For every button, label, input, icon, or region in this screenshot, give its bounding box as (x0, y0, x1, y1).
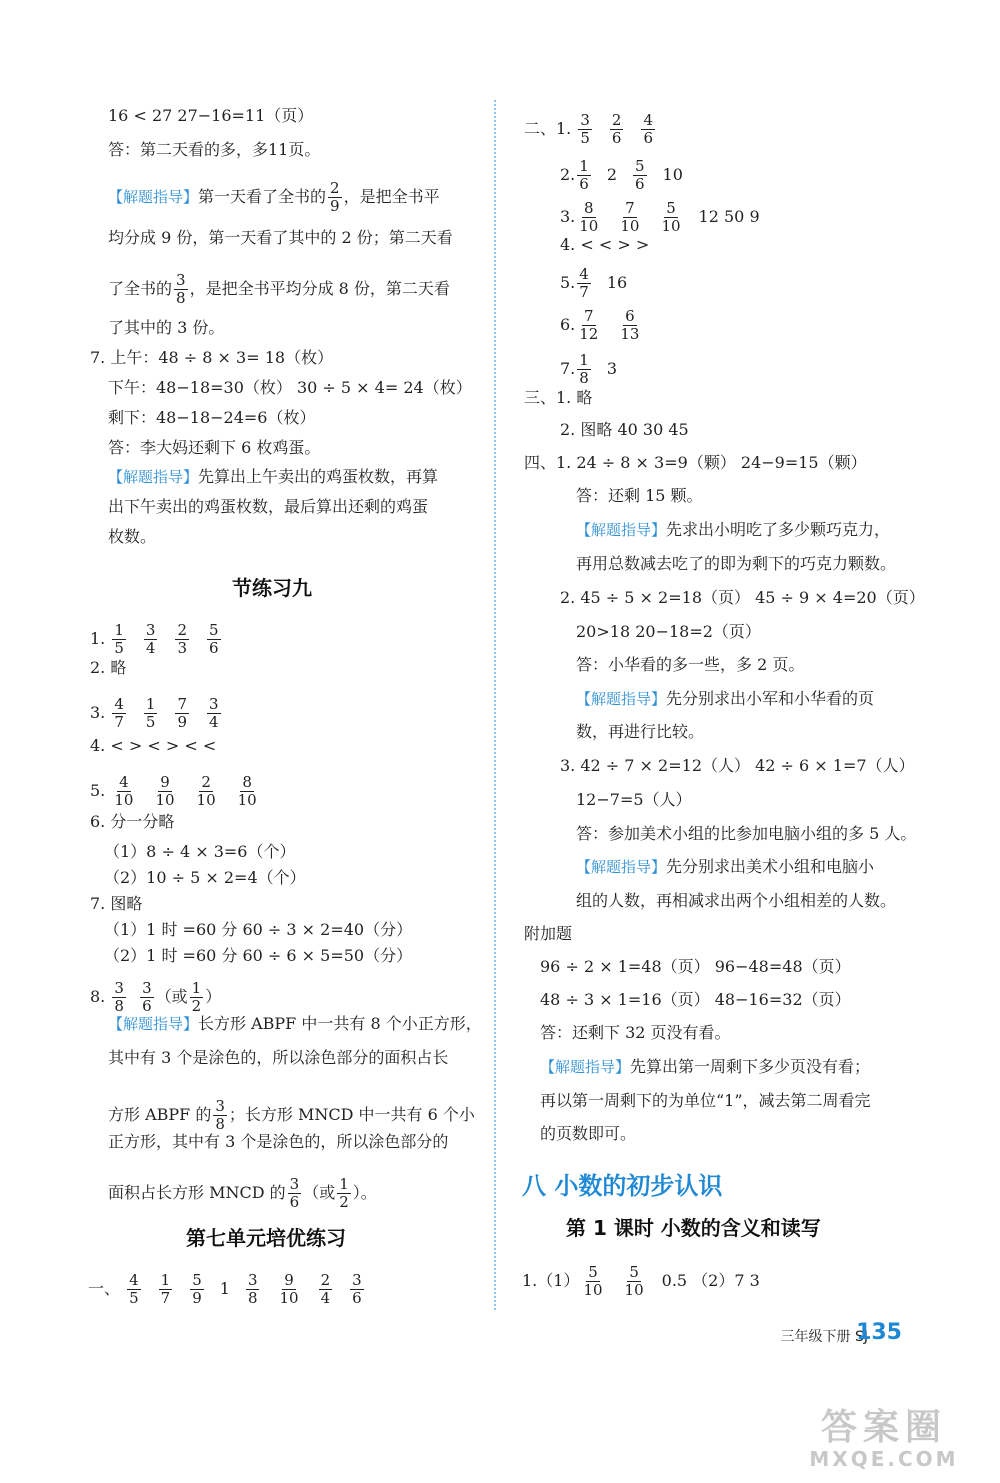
fraction-row: 5. $\frac{4}{10}$ $\frac{9}{10}$ $\frac{2}{10}$ $\frac{8}{10}$ (90, 773, 257, 809)
answer-line: 12−7=5（人） (576, 790, 692, 809)
answer-line: 7. 上午：48 ÷ 8 × 3= 18（枚） (90, 348, 334, 367)
fraction: $\frac{3}{8}$ (176, 271, 186, 307)
answer-line: （1）1 时 =60 分 60 ÷ 3 × 2=40（分） (104, 920, 413, 939)
tip-text: 再用总数减去吃了的即为剩下的巧克力颗数。 (576, 554, 897, 573)
fraction-row: 3. $\frac{8}{10}$ $\frac{7}{10}$ $\frac{5}{10}$ 12 50 9 (560, 199, 760, 235)
fraction-row: 5. $\frac{4}{7}$ 16 (560, 265, 628, 301)
fraction-row: 6. $\frac{7}{12}$ $\frac{6}{13}$ (560, 307, 640, 343)
fraction-row: 二、1. $\frac{3}{5}$ $\frac{2}{6}$ $\frac{4}{6}$ (524, 111, 654, 147)
tip-label: 【解题指导】 (540, 1058, 631, 1076)
tip-text-line: 方形 ABPF 的 $\frac{3}{8}$ ；长方形 MNCD 中一共有 6 个小 (108, 1097, 475, 1133)
answer-line: （2）1 时 =60 分 60 ÷ 6 × 5=50（分） (104, 946, 413, 965)
tip-label: 【解题指导】 (108, 1015, 199, 1033)
solution-tip: 【解题指导】先求出小明吃了多少颗巧克力， (576, 520, 891, 539)
tip-text: 第一天看了全书的 (198, 187, 327, 206)
solution-tip: 【解题指导】先分别求出美术小组和电脑小 (576, 857, 875, 876)
answer-line: 答：还剩 15 颗。 (576, 486, 703, 505)
answer-line: 16 < 27 27−16=11（页） (108, 106, 314, 125)
answer-line: 4. < > < > < < (90, 736, 217, 755)
unit-practice-title: 第七单元培优练习 (186, 1226, 346, 1250)
answer-line: （2）10 ÷ 5 × 2=4（个） (104, 868, 306, 887)
grade-label: 三年级下册 SJ (780, 1329, 868, 1345)
answer-line: 答：小华看的多一些，多 2 页。 (576, 655, 805, 674)
answer-line: 三、1. 略 (524, 388, 593, 407)
fraction-row: 7. $\frac{1}{8}$ 3 (560, 351, 617, 387)
fraction: $\frac{2}{9}$ (330, 179, 340, 215)
fraction-row: 一、 $\frac{4}{5}$ $\frac{1}{7}$ $\frac{5}{9}$ 1 $\frac{3}{8}$ $\frac{9}{10}$ $\frac{2}{4}$ $\frac{3}{6}$ (88, 1271, 362, 1307)
tip-text: 数，再进行比较。 (576, 722, 705, 741)
lesson-title: 第 1 课时 小数的含义和读写 (566, 1216, 821, 1240)
fraction-row: 1.（1） $\frac{5}{10}$ $\frac{5}{10}$ 0.5 （2）7 3 (522, 1263, 760, 1299)
fraction-row: 3. $\frac{4}{7}$ $\frac{1}{5}$ $\frac{7}{9}$ $\frac{3}{4}$ (90, 695, 219, 731)
answer-line: 2. 略 (90, 658, 127, 677)
answer-line: 答：第二天看的多，多11页。 (108, 140, 321, 159)
tip-text-line: 面积占长方形 MNCD 的 $\frac{3}{6}$ （或 $\frac{1}{2}$ ）。 (108, 1175, 377, 1211)
answer-line: 96 ÷ 2 × 1=48（页） 96−48=48（页） (540, 957, 851, 976)
answer-line: 答：还剩下 32 页没有看。 (540, 1023, 731, 1042)
answer-line: 48 ÷ 3 × 1=16（页） 48−16=32（页） (540, 990, 851, 1009)
answer-line: 答：参加美术小组的比参加电脑小组的多 5 人。 (576, 824, 917, 843)
solution-tip: 【解题指导】长方形 ABPF 中一共有 8 个小正方形， (108, 1014, 482, 1033)
answer-line: 四、1. 24 ÷ 8 × 3=9（颗） 24−9=15（颗） (524, 453, 867, 472)
solution-tip: 【解题指导】先分别求出小军和小华看的页 (576, 689, 875, 708)
answer-line: 20>18 20−18=2（页） (576, 622, 761, 641)
answer-line: 答：李大妈还剩下 6 枚鸡蛋。 (108, 438, 321, 457)
tip-text: 其中有 3 个是涂色的，所以涂色部分的面积占长 (108, 1048, 449, 1067)
column-divider (494, 100, 496, 1310)
answer-line: 7. 图略 (90, 894, 143, 913)
section-title: 节练习九 (232, 576, 312, 600)
solution-tip: 【解题指导】先算出上午卖出的鸡蛋枚数，再算 (108, 467, 439, 486)
page-number: 135 (856, 1320, 902, 1345)
solution-tip: 【解题指导】先算出第一周剩下多少页没有看； (540, 1057, 871, 1076)
fraction-row: 1. $\frac{1}{5}$ $\frac{3}{4}$ $\frac{2}{3}$ $\frac{5}{6}$ (90, 621, 219, 657)
watermark-logo: 答案圈 MXQE.COM (809, 1407, 959, 1471)
answer-line: 2. 45 ÷ 5 × 2=18（页） 45 ÷ 9 × 4=20（页） (560, 588, 925, 607)
tip-text: 正方形，其中有 3 个是涂色的，所以涂色部分的 (108, 1132, 449, 1151)
tip-label: 【解题指导】 (576, 858, 667, 876)
tip-text-line: 了全书的 $\frac{3}{8}$ ，是把全书平均分成 8 份，第二天看 (108, 271, 450, 307)
fraction-row: 8. $\frac{3}{8}$ $\frac{3}{6}$ （或 $\frac{1}{2}$ ） (90, 979, 222, 1015)
tip-text: 均分成 9 份，第一天看了其中的 2 份；第二天看 (108, 228, 453, 247)
tip-text: 组的人数，再相减求出两个小组相差的人数。 (576, 891, 897, 910)
tip-label: 【解题指导】 (108, 468, 199, 486)
answer-line: 6. 分一分略 (90, 812, 175, 831)
answer-line: 3. 42 ÷ 7 × 2=12（人） 42 ÷ 6 × 1=7（人） (560, 756, 915, 775)
tip-label: 【解题指导】 (108, 188, 199, 206)
answer-line: （1）8 ÷ 4 × 3=6（个） (104, 842, 296, 861)
tip-label: 【解题指导】 (576, 521, 667, 539)
tip-text: 的页数即可。 (540, 1124, 637, 1143)
tip-text: 再以第一周剩下的为单位“1”，减去第二周看完 (540, 1091, 871, 1110)
solution-tip (108, 180, 440, 215)
answer-line: 2. 图略 40 30 45 (560, 420, 689, 439)
answer-line: 剩下：48−18−24=6（枚） (108, 408, 316, 427)
tip-text: 了其中的 3 份。 (108, 318, 225, 337)
unit-title: 八 小数的初步认识 (522, 1172, 723, 1200)
fraction-row: 2. $\frac{1}{6}$ 2 $\frac{5}{6}$ 10 (560, 157, 683, 193)
tip-text: ，是把全书平 (343, 187, 440, 206)
answer-line: 下午：48−18=30（枚） 30 ÷ 5 × 4= 24（枚） (108, 378, 472, 397)
answer-line: 4. < < > > (560, 235, 650, 254)
tip-text: 出下午卖出的鸡蛋枚数，最后算出还剩的鸡蛋 (108, 497, 429, 516)
extra-title: 附加题 (524, 924, 573, 943)
tip-text: 枚数。 (108, 527, 157, 546)
tip-label: 【解题指导】 (576, 690, 667, 708)
